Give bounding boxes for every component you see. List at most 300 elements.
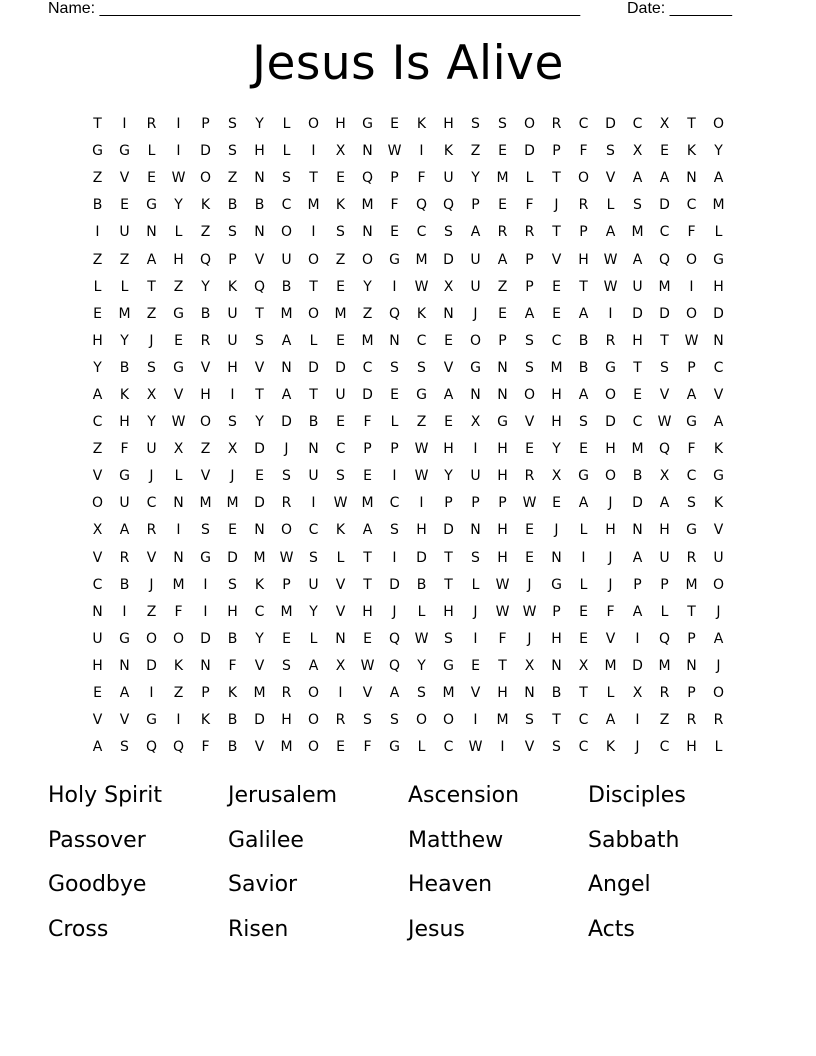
grid-letter[interactable]: R (578, 197, 589, 214)
grid-letter[interactable]: G (578, 468, 589, 485)
grid-letter[interactable]: V (551, 251, 562, 268)
grid-letter[interactable]: T (255, 386, 264, 403)
grid-letter[interactable]: P (687, 685, 696, 702)
grid-letter[interactable]: K (119, 386, 130, 403)
grid-letter[interactable]: L (417, 603, 426, 620)
grid-letter[interactable]: D (605, 116, 616, 133)
grid-letter[interactable]: M (550, 359, 563, 376)
grid-letter[interactable]: K (416, 116, 427, 133)
grid-letter[interactable]: K (416, 305, 427, 322)
grid-letter[interactable]: A (92, 739, 103, 756)
grid-letter[interactable]: Y (471, 170, 480, 187)
grid-letter[interactable]: F (498, 630, 507, 647)
grid-letter[interactable]: E (525, 549, 534, 566)
grid-letter[interactable]: M (712, 197, 725, 214)
grid-letter[interactable]: E (255, 468, 264, 485)
grid-letter[interactable]: E (444, 414, 453, 431)
grid-letter[interactable]: V (254, 251, 265, 268)
grid-letter[interactable]: O (307, 685, 320, 702)
grid-letter[interactable]: C (551, 332, 562, 349)
grid-letter[interactable]: R (281, 685, 292, 702)
grid-letter[interactable]: L (120, 278, 129, 295)
grid-letter[interactable]: W (414, 278, 429, 295)
grid-letter[interactable]: H (92, 657, 103, 674)
grid-letter[interactable]: Y (120, 332, 129, 349)
grid-letter[interactable]: Q (253, 278, 266, 295)
grid-letter[interactable]: N (686, 657, 697, 674)
grid-letter[interactable]: C (92, 414, 103, 431)
grid-letter[interactable]: Z (200, 224, 211, 241)
grid-letter[interactable]: W (360, 657, 375, 674)
grid-letter[interactable]: H (254, 143, 265, 160)
grid-letter[interactable]: X (632, 143, 643, 160)
grid-letter[interactable]: M (280, 603, 293, 620)
grid-letter[interactable]: T (687, 116, 696, 133)
grid-letter[interactable]: O (361, 251, 374, 268)
grid-letter[interactable]: I (473, 712, 478, 729)
grid-letter[interactable]: E (390, 224, 399, 241)
grid-letter[interactable]: K (200, 712, 211, 729)
grid-letter[interactable]: E (93, 305, 102, 322)
grid-letter[interactable]: I (419, 495, 424, 512)
grid-letter[interactable]: J (230, 468, 235, 485)
grid-letter[interactable]: B (119, 359, 130, 376)
grid-letter[interactable]: N (254, 224, 265, 241)
grid-letter[interactable]: L (282, 143, 291, 160)
grid-letter[interactable]: L (390, 414, 399, 431)
grid-letter[interactable]: D (200, 143, 211, 160)
grid-letter[interactable]: Q (388, 305, 401, 322)
grid-letter[interactable]: Q (658, 441, 671, 458)
grid-letter[interactable]: O (604, 386, 617, 403)
grid-letter[interactable]: Z (173, 685, 184, 702)
grid-letter[interactable]: Y (714, 143, 723, 160)
grid-letter[interactable]: L (606, 197, 615, 214)
grid-letter[interactable]: I (122, 116, 127, 133)
grid-letter[interactable]: P (390, 170, 399, 187)
grid-letter[interactable]: J (473, 305, 478, 322)
grid-letter[interactable]: O (199, 414, 212, 431)
grid-letter[interactable]: A (119, 685, 130, 702)
grid-letter[interactable]: X (659, 116, 670, 133)
grid-letter[interactable]: E (471, 657, 480, 674)
grid-letter[interactable]: R (497, 224, 508, 241)
grid-letter[interactable]: H (578, 251, 589, 268)
grid-letter[interactable]: L (309, 332, 318, 349)
grid-letter[interactable]: L (579, 522, 588, 539)
grid-letter[interactable]: E (93, 685, 102, 702)
grid-letter[interactable]: M (442, 685, 455, 702)
grid-letter[interactable]: H (632, 332, 643, 349)
grid-letter[interactable]: B (308, 414, 319, 431)
grid-letter[interactable]: T (552, 170, 561, 187)
grid-letter[interactable]: T (309, 170, 318, 187)
grid-letter[interactable]: T (552, 712, 561, 729)
grid-letter[interactable]: I (176, 712, 181, 729)
grid-letter[interactable]: D (659, 197, 670, 214)
grid-letter[interactable]: N (497, 386, 508, 403)
grid-letter[interactable]: N (686, 170, 697, 187)
grid-letter[interactable]: O (604, 468, 617, 485)
grid-letter[interactable]: V (200, 359, 211, 376)
grid-letter[interactable]: R (524, 468, 535, 485)
grid-letter[interactable]: H (443, 116, 454, 133)
grid-letter[interactable]: A (632, 549, 643, 566)
grid-letter[interactable]: V (605, 170, 616, 187)
grid-letter[interactable]: P (228, 251, 237, 268)
grid-letter[interactable]: A (605, 224, 616, 241)
grid-letter[interactable]: X (146, 386, 157, 403)
grid-letter[interactable]: T (363, 549, 372, 566)
grid-letter[interactable]: G (686, 522, 697, 539)
grid-letter[interactable]: S (552, 739, 561, 756)
grid-letter[interactable]: I (635, 712, 640, 729)
grid-letter[interactable]: I (203, 576, 208, 593)
grid-letter[interactable]: A (713, 630, 724, 647)
grid-letter[interactable]: V (443, 359, 454, 376)
grid-letter[interactable]: O (442, 712, 455, 729)
grid-letter[interactable]: R (524, 224, 535, 241)
grid-letter[interactable]: F (201, 739, 210, 756)
grid-letter[interactable]: W (279, 549, 294, 566)
grid-letter[interactable]: E (498, 143, 507, 160)
grid-letter[interactable]: S (282, 657, 291, 674)
grid-letter[interactable]: E (552, 495, 561, 512)
grid-letter[interactable]: A (632, 603, 643, 620)
grid-letter[interactable]: I (176, 522, 181, 539)
grid-letter[interactable]: X (443, 278, 454, 295)
grid-letter[interactable]: E (336, 170, 345, 187)
grid-letter[interactable]: S (390, 359, 399, 376)
grid-letter[interactable]: Z (173, 278, 184, 295)
grid-letter[interactable]: H (443, 441, 454, 458)
grid-letter[interactable]: C (578, 116, 589, 133)
grid-letter[interactable]: T (309, 386, 318, 403)
grid-letter[interactable]: T (255, 305, 264, 322)
grid-letter[interactable]: W (171, 414, 186, 431)
grid-letter[interactable]: N (200, 657, 211, 674)
grid-letter[interactable]: R (659, 685, 670, 702)
grid-letter[interactable]: X (524, 657, 535, 674)
grid-letter[interactable]: T (552, 224, 561, 241)
grid-letter[interactable]: O (523, 386, 536, 403)
grid-letter[interactable]: S (282, 468, 291, 485)
grid-letter[interactable]: U (335, 386, 346, 403)
grid-letter[interactable]: M (658, 657, 671, 674)
grid-letter[interactable]: E (336, 414, 345, 431)
grid-letter[interactable]: X (632, 685, 643, 702)
grid-letter[interactable]: S (471, 116, 480, 133)
grid-letter[interactable]: G (173, 359, 184, 376)
grid-letter[interactable]: Z (659, 712, 670, 729)
grid-letter[interactable]: R (686, 549, 697, 566)
grid-letter[interactable]: D (632, 495, 643, 512)
grid-letter[interactable]: N (119, 657, 130, 674)
grid-letter[interactable]: G (416, 386, 427, 403)
grid-letter[interactable]: D (389, 576, 400, 593)
grid-letter[interactable]: C (335, 441, 346, 458)
grid-letter[interactable]: W (414, 468, 429, 485)
grid-letter[interactable]: G (497, 414, 508, 431)
grid-letter[interactable]: R (200, 332, 211, 349)
grid-letter[interactable]: S (255, 332, 264, 349)
grid-letter[interactable]: U (470, 251, 481, 268)
grid-letter[interactable]: G (92, 143, 103, 160)
grid-letter[interactable]: L (174, 224, 183, 241)
grid-letter[interactable]: X (551, 468, 562, 485)
grid-letter[interactable]: D (308, 359, 319, 376)
grid-letter[interactable]: E (552, 278, 561, 295)
grid-letter[interactable]: Y (255, 630, 264, 647)
grid-letter[interactable]: M (280, 739, 293, 756)
grid-letter[interactable]: F (363, 414, 372, 431)
grid-letter[interactable]: E (336, 739, 345, 756)
grid-letter[interactable]: M (658, 278, 671, 295)
grid-letter[interactable]: J (473, 603, 478, 620)
grid-letter[interactable]: A (578, 305, 589, 322)
grid-letter[interactable]: H (443, 603, 454, 620)
grid-letter[interactable]: K (605, 739, 616, 756)
grid-letter[interactable]: S (444, 224, 453, 241)
grid-letter[interactable]: S (660, 359, 669, 376)
grid-letter[interactable]: N (362, 143, 373, 160)
grid-letter[interactable]: H (605, 522, 616, 539)
grid-letter[interactable]: Q (199, 251, 212, 268)
grid-letter[interactable]: R (119, 549, 130, 566)
grid-letter[interactable]: D (227, 549, 238, 566)
grid-letter[interactable]: P (687, 630, 696, 647)
grid-letter[interactable]: J (149, 332, 154, 349)
grid-letter[interactable]: C (416, 332, 427, 349)
grid-letter[interactable]: V (119, 170, 130, 187)
grid-letter[interactable]: S (633, 197, 642, 214)
grid-letter[interactable]: M (604, 657, 617, 674)
grid-letter[interactable]: X (659, 468, 670, 485)
grid-letter[interactable]: Z (497, 278, 508, 295)
grid-letter[interactable]: S (525, 332, 534, 349)
grid-letter[interactable]: G (119, 630, 130, 647)
grid-letter[interactable]: S (282, 170, 291, 187)
grid-letter[interactable]: I (500, 739, 505, 756)
grid-letter[interactable]: X (227, 441, 238, 458)
grid-letter[interactable]: B (227, 712, 238, 729)
grid-letter[interactable]: S (471, 549, 480, 566)
grid-letter[interactable]: O (712, 116, 725, 133)
grid-letter[interactable]: X (470, 414, 481, 431)
grid-letter[interactable]: S (390, 522, 399, 539)
grid-letter[interactable]: Z (227, 170, 238, 187)
grid-letter[interactable]: G (443, 657, 454, 674)
grid-letter[interactable]: D (200, 630, 211, 647)
grid-letter[interactable]: Z (92, 441, 103, 458)
grid-letter[interactable]: T (309, 278, 318, 295)
grid-letter[interactable]: J (392, 603, 397, 620)
grid-letter[interactable]: B (281, 278, 292, 295)
grid-letter[interactable]: Z (119, 251, 130, 268)
grid-letter[interactable]: I (608, 305, 613, 322)
grid-letter[interactable]: M (496, 170, 509, 187)
grid-letter[interactable]: H (92, 332, 103, 349)
grid-letter[interactable]: V (524, 414, 535, 431)
grid-letter[interactable]: N (173, 549, 184, 566)
grid-letter[interactable]: V (200, 468, 211, 485)
grid-letter[interactable]: R (146, 116, 157, 133)
grid-letter[interactable]: N (443, 305, 454, 322)
grid-letter[interactable]: D (416, 549, 427, 566)
grid-letter[interactable]: E (498, 197, 507, 214)
grid-letter[interactable]: O (307, 305, 320, 322)
grid-letter[interactable]: C (416, 224, 427, 241)
grid-letter[interactable]: E (552, 305, 561, 322)
grid-letter[interactable]: X (578, 657, 589, 674)
grid-letter[interactable]: E (336, 332, 345, 349)
grid-letter[interactable]: H (119, 414, 130, 431)
grid-letter[interactable]: N (254, 170, 265, 187)
grid-letter[interactable]: B (227, 197, 238, 214)
grid-letter[interactable]: D (335, 359, 346, 376)
grid-letter[interactable]: X (335, 143, 346, 160)
grid-letter[interactable]: M (631, 224, 644, 241)
grid-letter[interactable]: H (551, 630, 562, 647)
grid-letter[interactable]: E (390, 386, 399, 403)
grid-letter[interactable]: Y (363, 278, 372, 295)
grid-letter[interactable]: Z (470, 143, 481, 160)
grid-letter[interactable]: I (689, 278, 694, 295)
grid-letter[interactable]: G (713, 251, 724, 268)
grid-letter[interactable]: I (473, 630, 478, 647)
grid-letter[interactable]: M (199, 495, 212, 512)
grid-letter[interactable]: F (228, 657, 237, 674)
grid-letter[interactable]: M (253, 549, 266, 566)
grid-letter[interactable]: S (228, 414, 237, 431)
grid-letter[interactable]: K (335, 522, 346, 539)
grid-letter[interactable]: N (713, 332, 724, 349)
grid-letter[interactable]: A (713, 170, 724, 187)
grid-letter[interactable]: C (281, 197, 292, 214)
grid-letter[interactable]: Y (147, 414, 156, 431)
grid-letter[interactable]: R (335, 712, 346, 729)
grid-letter[interactable]: N (470, 386, 481, 403)
grid-letter[interactable]: O (145, 630, 158, 647)
grid-letter[interactable]: Q (361, 170, 374, 187)
grid-letter[interactable]: K (713, 441, 724, 458)
grid-letter[interactable]: D (524, 143, 535, 160)
grid-letter[interactable]: A (443, 386, 454, 403)
grid-letter[interactable]: N (362, 224, 373, 241)
grid-letter[interactable]: D (443, 251, 454, 268)
grid-letter[interactable]: J (554, 522, 559, 539)
grid-letter[interactable]: J (554, 197, 559, 214)
grid-letter[interactable]: M (415, 251, 428, 268)
grid-letter[interactable]: O (307, 116, 320, 133)
grid-letter[interactable]: W (171, 170, 186, 187)
grid-letter[interactable]: E (336, 278, 345, 295)
grid-letter[interactable]: E (282, 630, 291, 647)
grid-letter[interactable]: S (228, 224, 237, 241)
grid-letter[interactable]: M (361, 197, 374, 214)
grid-letter[interactable]: K (713, 495, 724, 512)
grid-letter[interactable]: E (120, 197, 129, 214)
grid-letter[interactable]: U (470, 468, 481, 485)
grid-letter[interactable]: H (497, 441, 508, 458)
grid-letter[interactable]: C (686, 197, 697, 214)
grid-letter[interactable]: G (119, 468, 130, 485)
grid-letter[interactable]: N (308, 441, 319, 458)
grid-letter[interactable]: N (146, 224, 157, 241)
grid-letter[interactable]: B (119, 576, 130, 593)
grid-letter[interactable]: H (416, 522, 427, 539)
grid-letter[interactable]: Z (335, 251, 346, 268)
grid-letter[interactable]: S (498, 116, 507, 133)
grid-letter[interactable]: W (387, 143, 402, 160)
grid-letter[interactable]: T (498, 657, 507, 674)
grid-letter[interactable]: E (363, 468, 372, 485)
grid-letter[interactable]: S (606, 143, 615, 160)
grid-letter[interactable]: U (713, 549, 724, 566)
grid-letter[interactable]: E (579, 603, 588, 620)
grid-letter[interactable]: V (470, 685, 481, 702)
grid-letter[interactable]: B (92, 197, 103, 214)
grid-letter[interactable]: N (551, 657, 562, 674)
grid-letter[interactable]: N (281, 359, 292, 376)
grid-letter[interactable]: A (659, 495, 670, 512)
grid-letter[interactable]: I (311, 143, 316, 160)
grid-letter[interactable]: V (713, 522, 724, 539)
grid-letter[interactable]: I (392, 549, 397, 566)
grid-letter[interactable]: Q (388, 657, 401, 674)
grid-letter[interactable]: H (227, 359, 238, 376)
grid-letter[interactable]: M (307, 197, 320, 214)
grid-letter[interactable]: F (120, 441, 129, 458)
grid-letter[interactable]: R (605, 332, 616, 349)
grid-letter[interactable]: L (714, 739, 723, 756)
grid-letter[interactable]: A (281, 386, 292, 403)
grid-letter[interactable]: I (392, 278, 397, 295)
grid-letter[interactable]: K (443, 143, 454, 160)
grid-letter[interactable]: A (524, 305, 535, 322)
grid-letter[interactable]: F (579, 143, 588, 160)
grid-letter[interactable]: A (146, 251, 157, 268)
grid-letter[interactable]: K (227, 278, 238, 295)
grid-letter[interactable]: H (551, 386, 562, 403)
grid-letter[interactable]: O (91, 495, 104, 512)
grid-letter[interactable]: O (199, 170, 212, 187)
grid-letter[interactable]: Z (146, 603, 157, 620)
grid-letter[interactable]: G (362, 116, 373, 133)
grid-letter[interactable]: Y (174, 197, 183, 214)
grid-letter[interactable]: Y (444, 468, 453, 485)
grid-letter[interactable]: I (311, 495, 316, 512)
grid-letter[interactable]: S (579, 414, 588, 431)
grid-letter[interactable]: M (496, 712, 509, 729)
grid-letter[interactable]: Z (416, 414, 427, 431)
grid-letter[interactable]: F (687, 441, 696, 458)
grid-letter[interactable]: Z (146, 305, 157, 322)
grid-letter[interactable]: I (635, 630, 640, 647)
grid-letter[interactable]: O (280, 522, 293, 539)
grid-letter[interactable]: C (92, 576, 103, 593)
grid-letter[interactable]: S (336, 468, 345, 485)
grid-letter[interactable]: P (363, 441, 372, 458)
grid-letter[interactable]: T (579, 685, 588, 702)
grid-letter[interactable]: U (470, 278, 481, 295)
grid-letter[interactable]: I (473, 441, 478, 458)
grid-letter[interactable]: C (389, 495, 400, 512)
grid-letter[interactable]: A (659, 170, 670, 187)
grid-letter[interactable]: X (335, 657, 346, 674)
grid-letter[interactable]: C (443, 739, 454, 756)
grid-letter[interactable]: M (118, 305, 131, 322)
